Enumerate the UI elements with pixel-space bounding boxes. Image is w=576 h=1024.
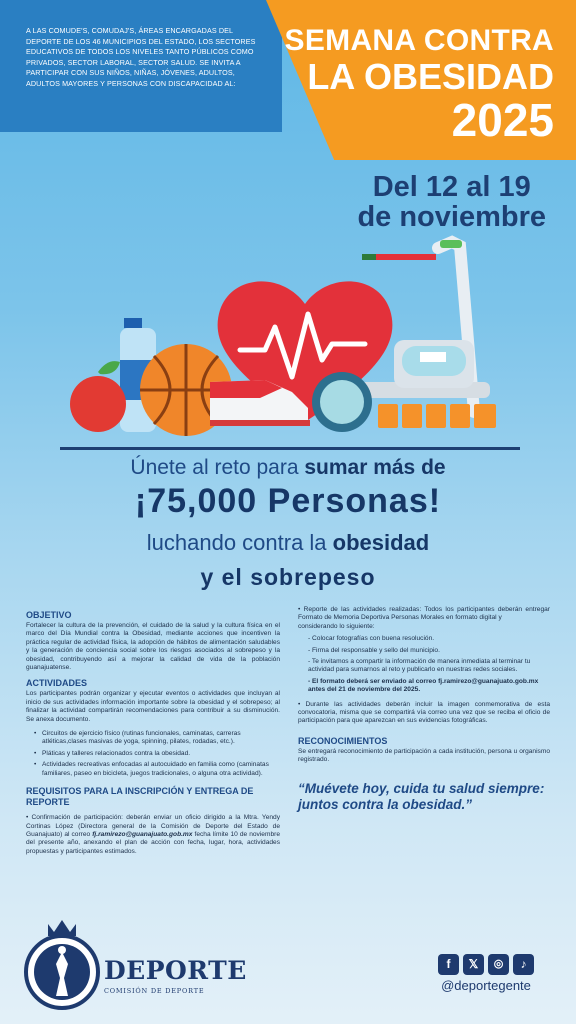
right-column — [298, 606, 550, 813]
title-line-1: SEMANA CONTRA — [284, 24, 554, 57]
intro-box — [0, 0, 282, 132]
x-icon[interactable]: 𝕏 — [463, 954, 484, 975]
slogan-line-1 — [0, 456, 576, 480]
social-handle[interactable]: @deportegente — [441, 978, 531, 993]
scale-icon — [394, 340, 474, 388]
list-item: - El formato deberá ser enviado al correo fj.ramirezo@guanajuato.gob.mx antes del 21 de noviembre del 2025. — [308, 677, 539, 694]
actividades-list — [36, 730, 280, 778]
logo-text — [104, 956, 247, 995]
list-item: - Firma del responsable y sello del municipio. — [308, 646, 440, 654]
slogan-line-3 — [0, 530, 576, 556]
reporte-list — [308, 635, 550, 694]
list-item: - Te invitamos a compartir la información de manera inmediata al terminar tu actividad para sumarnos al reto y publicarlo en nuestras redes sociales. — [308, 658, 531, 674]
apple-icon — [70, 361, 126, 432]
reporte-text — [298, 606, 550, 631]
requisitos-text-start: • Confirmación de participación: deberán enviar un oficio dirigido a la Mtra. Yendy Cortinas López (Directora general de la Comisión de Deporte del Estado de Guanajuato) al correo — [26, 814, 280, 838]
logo-subtitle: COMISIÓN DE DEPORTE — [104, 987, 205, 995]
slogan-line-4: y el sobrepeso — [200, 564, 376, 590]
requisitos-email: fj.ramirezo@guanajuato.gob.mx — [92, 830, 193, 838]
event-title — [284, 24, 554, 146]
slogan-goal: ¡75,000 Personas! — [134, 482, 442, 520]
requisitos-text — [26, 814, 280, 856]
closing-quote: “Muévete hoy, cuida tu salud siempre: juntos contra la obesidad.” — [298, 780, 545, 812]
fitness-illustration — [60, 232, 530, 442]
reporte-text-main: • Reporte de las actividades realizadas: Todos los participantes deberán entregar Formato de Memoria Deportiva Personas Morales en formato digital y — [298, 606, 550, 622]
durante-text: • Durante las actividades deberán incluir la imagen conmemorativa de esta convocatoria, misma que se compartirá vía correo una vez que se reciba el oficio de participación para que aparezcan en sus evidencias fotográficas. — [298, 700, 550, 725]
list-item: - Colocar fotografías con buena resolución. — [308, 635, 435, 643]
list-item: • Pláticas y talleres relacionados contra la obesidad. — [36, 750, 280, 758]
actividades-heading: ACTIVIDADES — [26, 678, 88, 689]
event-dates — [357, 172, 546, 232]
slogan-line-3-plain: luchando contra la — [146, 530, 333, 555]
reconocimientos-heading: RECONOCIMIENTOS — [298, 735, 388, 746]
divider-line — [60, 447, 520, 450]
tiktok-icon[interactable]: ♪ — [513, 954, 534, 975]
slogan-line-1-plain: Únete al reto para — [130, 456, 305, 479]
list-item: • Circuitos de ejercicio físico (rutinas funcionales, caminatas, carreras atléticas,clases masivas de yoga, spinning, pilates, rodadas, etc.). — [36, 730, 280, 747]
instagram-icon[interactable]: ◎ — [488, 954, 509, 975]
facebook-icon[interactable]: f — [438, 954, 459, 975]
reporte-text-considering: considerando lo siguiente: — [298, 622, 375, 630]
social-links — [434, 954, 538, 993]
crown-icon — [48, 920, 76, 936]
dates-line-2: de noviembre — [357, 201, 546, 233]
title-line-2: LA OBESIDAD — [307, 56, 554, 97]
requisitos-heading: REQUISITOS PARA LA INSCRIPCIÓN Y ENTREGA DE REPORTE — [26, 786, 254, 808]
objetivo-heading: OBJETIVO — [26, 610, 72, 620]
stopwatch-icon — [312, 372, 372, 432]
slogan-line-3-bold: obesidad — [332, 530, 430, 555]
left-column — [26, 610, 280, 862]
intro-text: A LAS COMUDE'S, COMUDAJ'S, ÁREAS ENCARGADAS DEL DEPORTE DE LOS 46 MUNICIPIOS DEL ESTADO, LOS SECTORES EDUCATIVOS DE TODOS LOS NIVELES TANTO PÚBLICOS COMO PRIVADOS, SECTOR LABORAL, SECTOR SALUD. SE INVITA A PARTICIPAR CON SUS NIÑOS, NIÑAS, JÓVENES, ADULTOS, ADULTOS MAYORES Y PERSONAS CON DISCAPACIDAD AL: — [26, 26, 256, 88]
slogan-line-1-bold: sumar más de — [304, 456, 446, 479]
list-item: • Actividades recreativas enfocadas al autocuidado en familia como (caminatas familiares, paseo en bicicleta, juegos tradicionales, o alguna otra actividad). — [36, 761, 280, 778]
actividades-text: Los participantes podrán organizar y ejecutar eventos o actividades que incluyan al inicio de sus actividades información importante sobre la obesidad y el sobrepeso; al finalizar la actividad compartirán recomendaciones para contribuir a su disminución. Se anexa documento. — [26, 690, 280, 723]
reconocimientos-text: Se entregará reconocimiento de participación a cada institución, persona u organismo registrado. — [298, 747, 550, 764]
objetivo-text: Fortalecer la cultura de la prevención, el cuidado de la salud y la cultura física en el marco del Día Mundial contra la Obesidad, mediante acciones que incentiven la práctica regular de actividad física, la adopción de hábitos de alimentación saludables y la generación de conciencia social sobre los riesgos asociados al sobrepeso y la obesidad, contribuyendo así a mejorar la calidad de vida de la población guanajuatense. — [26, 622, 280, 672]
title-year: 2025 — [451, 94, 554, 146]
requisitos-text-end: fecha límite 10 de noviembre del presente año, anexando el plan de acción con fecha, lugar, hora, actividades propuestas y participantes estimados. — [26, 830, 281, 855]
logo-title: DEPORTE — [104, 956, 247, 985]
dates-line-1: Del 12 al 19 — [372, 171, 531, 203]
